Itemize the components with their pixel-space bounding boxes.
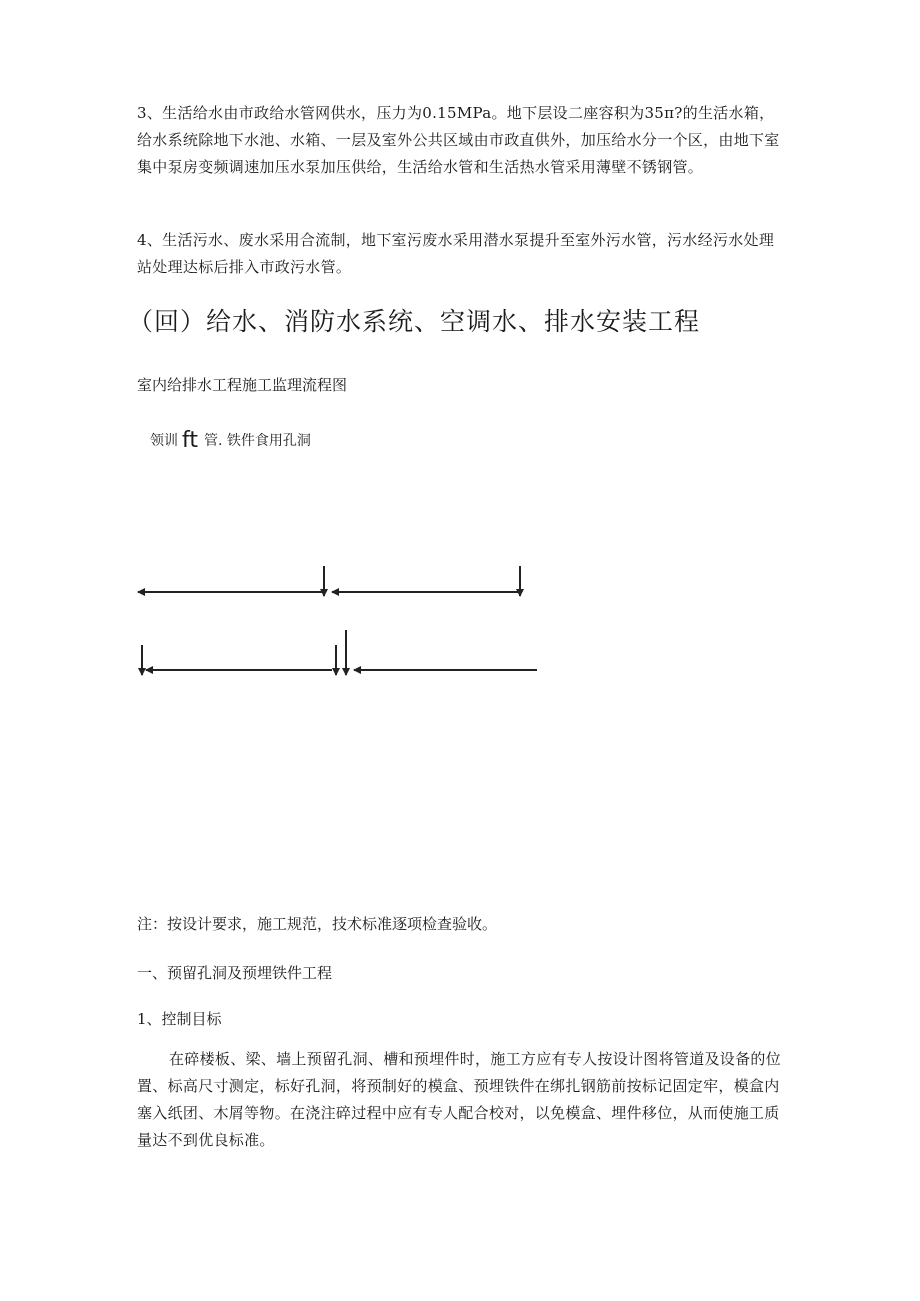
flow-caption — [150, 428, 311, 453]
flow-caption-pre: 领训 — [150, 433, 178, 449]
flow-title: 室内给排水工程施工监理流程图 — [137, 376, 348, 394]
body-paragraph: 在碎楼板、梁、墙上预留孔洞、槽和预埋件时，施工方应有专人按设计图将管道及设备的位置、标高尺寸测定，标好孔洞，将预制好的模盒、预埋铁件在绑扎钢筋前按标记固定牢，模盒内塞入纸团、木屑等物。在浇注碎过程中应有专人配合校对，以免模盒、埋件移位，从而使施工质量达不到优良标准。 — [137, 1050, 782, 1149]
item-1-heading: 1、控制目标 — [137, 1010, 222, 1028]
paragraph-4: 4、生活污水、废水采用合流制，地下室污废水采用潜水泵提升至室外污水管，污水经污水处理站处理达标后排入市政污水管。 — [137, 231, 775, 276]
paragraph-3: 3、生活给水由市政给水管网供水，压力为0.15MPa。地下层设二座容积为35π?的生活水箱，给水系统除地下水池、水箱、一层及室外公共区域由市政直供外，加压给水分一个区，由地下室集中泵房变频调速加压水泵加压供给，生活给水管和生活热水管采用薄壁不锈钢管。 — [137, 104, 780, 176]
section-heading: （回）给水、消防水系统、空调水、排水安装工程 — [128, 307, 701, 336]
flow-caption-post: 管. 铁件食用孔洞 — [203, 433, 311, 449]
flow-caption-big: ft — [182, 428, 198, 453]
subsection-heading: 一、预留孔洞及预埋铁件工程 — [137, 964, 333, 982]
note: 注：按设计要求，施工规范，技术标准逐项检查验收。 — [137, 915, 498, 933]
